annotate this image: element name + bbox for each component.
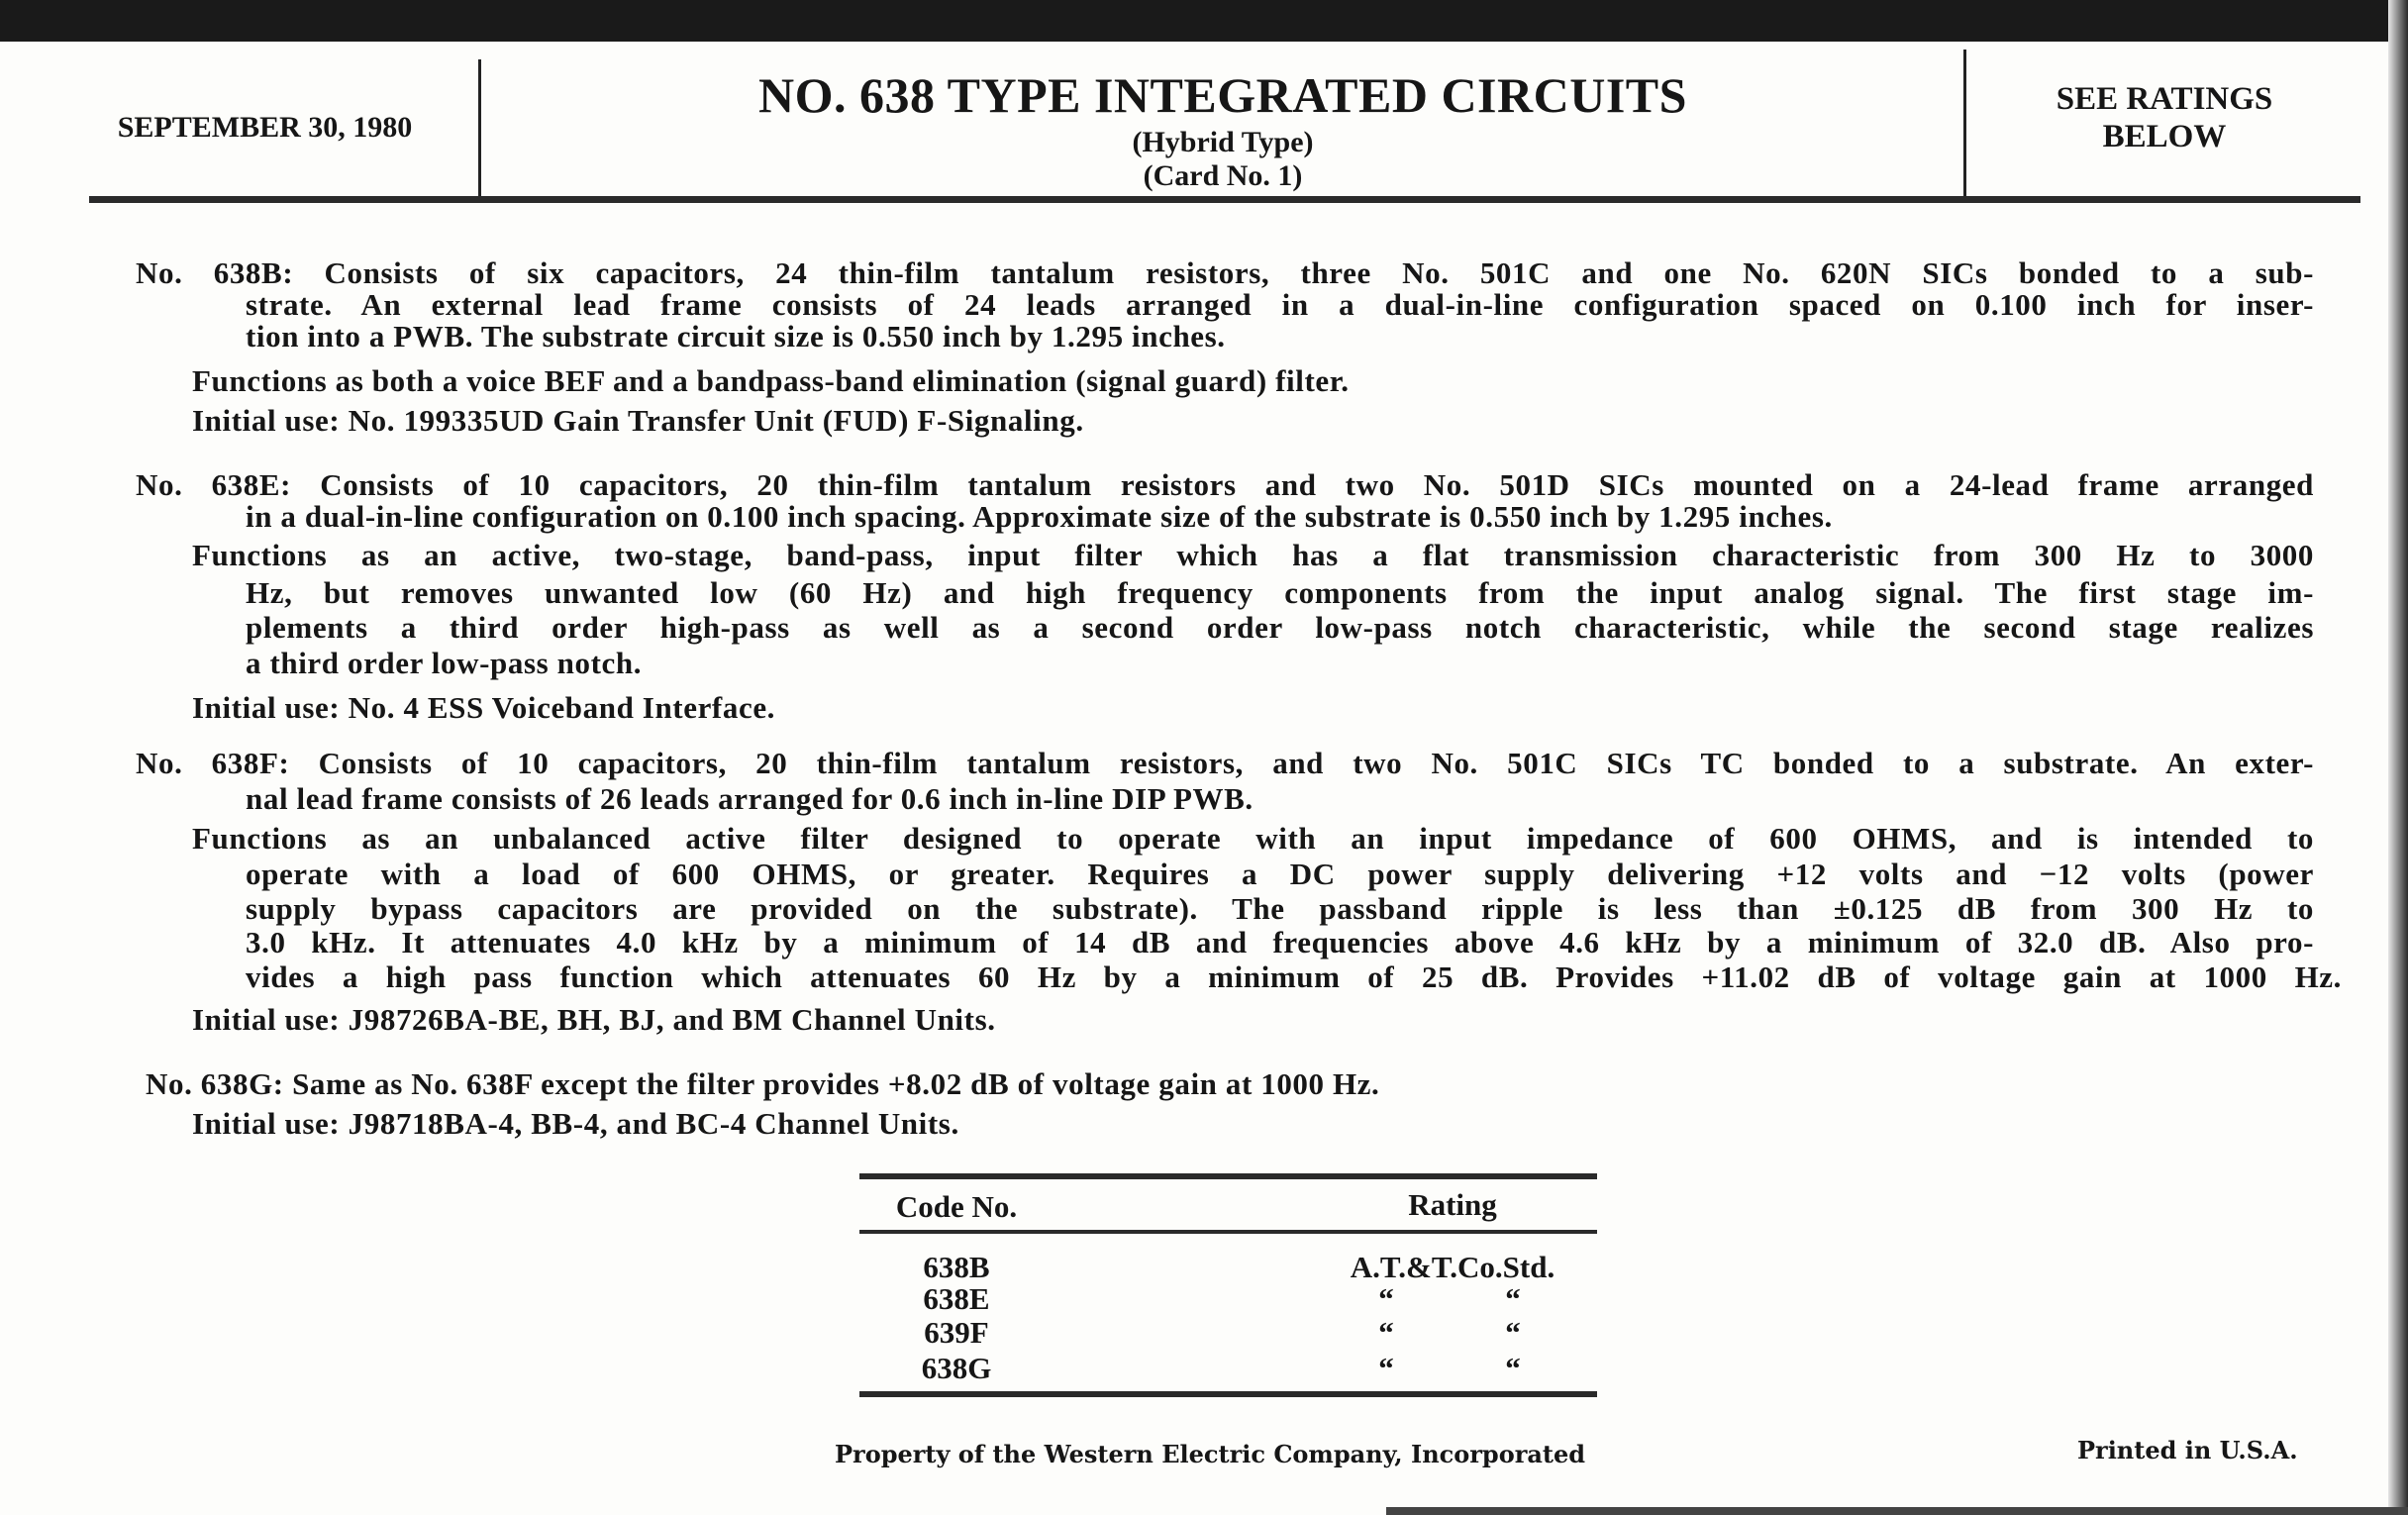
header-rule — [89, 196, 2360, 203]
ditto-mark: “ — [1505, 1351, 1521, 1385]
text-line: No. 638F: Consists of 10 capacitors, 20 thin-film tantalum resistors, and two No. 501C SICs TC bonded to a substrate. An exter- — [136, 746, 2314, 780]
table-cell-code: 638G — [921, 1351, 992, 1385]
ditto-mark: “ — [1505, 1281, 1521, 1316]
header-divider-left — [478, 59, 481, 202]
text-line: a third order low-pass notch. — [246, 646, 643, 680]
text-line: strate. An external lead frame consists of 24 leads arranged in a dual-in-line configuration spaced on 0.100 inch for inser- — [246, 287, 2314, 322]
header-divider-right — [1963, 50, 1966, 198]
text-line: vides a high pass function which attenuates 60 Hz by a minimum of 25 dB. Provides +11.02 dB of voltage gain at 1000 Hz. — [246, 960, 2342, 994]
table-header-code: Code No. — [895, 1189, 1018, 1224]
header-ratings-note-2: BELOW — [2102, 119, 2227, 154]
header-date: SEPTEMBER 30, 1980 — [117, 111, 413, 144]
ditto-mark: “ — [1505, 1315, 1521, 1350]
header-ratings-note-1: SEE RATINGS — [2056, 81, 2273, 117]
text-line: Functions as an unbalanced active filter designed to operate with an input impedance of 600 OHMS, and is intended to — [192, 821, 2314, 856]
ditto-mark: “ — [1378, 1281, 1394, 1316]
text-line: No. 638E: Consists of 10 capacitors, 20 thin-film tantalum resistors and two No. 501D SICs mounted on a 24-lead frame arranged — [136, 467, 2314, 502]
text-line: Hz, but removes unwanted low (60 Hz) and high frequency components from the input analog signal. The first stage im- — [246, 575, 2314, 610]
ditto-mark: “ — [1378, 1315, 1394, 1350]
footer-printed: Printed in U.S.A. — [2077, 1436, 2298, 1464]
text-line: No. 638G: Same as No. 638F except the filter provides +8.02 dB of voltage gain at 1000 Hz. — [146, 1066, 1380, 1101]
table-bottom-rule — [859, 1391, 1597, 1397]
page-title: NO. 638 TYPE INTEGRATED CIRCUITS — [758, 67, 1687, 123]
text-line: tion into a PWB. The substrate circuit size is 0.550 inch by 1.295 inches. — [246, 319, 1226, 354]
ditto-mark: “ — [1378, 1351, 1394, 1385]
text-line: plements a third order high-pass as well as a second order low-pass notch characteristic, while the second stage realizes — [246, 610, 2314, 645]
table-cell-code: 638B — [923, 1250, 990, 1284]
footer-property: Property of the Western Electric Company, Incorporated — [835, 1440, 1586, 1468]
text-line: No. 638B: Consists of six capacitors, 24 thin-film tantalum resistors, three No. 501C and one No. 620N SICs bonded to a sub- — [136, 255, 2314, 290]
text-line: Initial use: J98718BA-4, BB-4, and BC-4 Channel Units. — [192, 1106, 959, 1141]
table-header-rule — [859, 1230, 1597, 1234]
scan-border-bottom — [1386, 1507, 2408, 1515]
text-line: Functions as both a voice BEF and a bandpass-band elimination (signal guard) filter. — [192, 363, 1350, 398]
table-header-rating: Rating — [1408, 1187, 1497, 1222]
text-line: Functions as an active, two-stage, band-pass, input filter which has a flat transmission characteristic from 300 Hz to 3000 — [192, 538, 2314, 572]
table-cell-rating: A.T.&T.Co.Std. — [1350, 1250, 1555, 1284]
header-subtitle-type: (Hybrid Type) — [1132, 126, 1314, 158]
text-line: Initial use: J98726BA-BE, BH, BJ, and BM Channel Units. — [192, 1002, 996, 1037]
table-cell-code: 638E — [923, 1281, 990, 1316]
text-line: operate with a load of 600 OHMS, or greater. Requires a DC power supply delivering +12 volts and −12 volts (power — [246, 857, 2314, 891]
header-subtitle-card: (Card No. 1) — [1143, 159, 1303, 192]
table-cell-code: 639F — [924, 1315, 989, 1350]
text-line: supply bypass capacitors are provided on the substrate). The passband ripple is less than ±0.125 dB from 300 Hz to — [246, 891, 2314, 926]
text-line: 3.0 kHz. It attenuates 4.0 kHz by a minimum of 14 dB and frequencies above 4.6 kHz by a minimum of 32.0 dB. Also pro- — [246, 925, 2314, 960]
table-top-rule — [859, 1173, 1597, 1179]
scan-border-right — [2388, 0, 2408, 1515]
text-line: in a dual-in-line configuration on 0.100 inch spacing. Approximate size of the substrate is 0.550 inch by 1.295 inches. — [246, 499, 1833, 534]
text-line: Initial use: No. 4 ESS Voiceband Interface. — [192, 690, 776, 725]
text-line: Initial use: No. 199335UD Gain Transfer Unit (FUD) F-Signaling. — [192, 403, 1084, 438]
text-line: nal lead frame consists of 26 leads arranged for 0.6 inch in-line DIP PWB. — [246, 781, 1254, 816]
scan-border-top — [0, 0, 2408, 42]
